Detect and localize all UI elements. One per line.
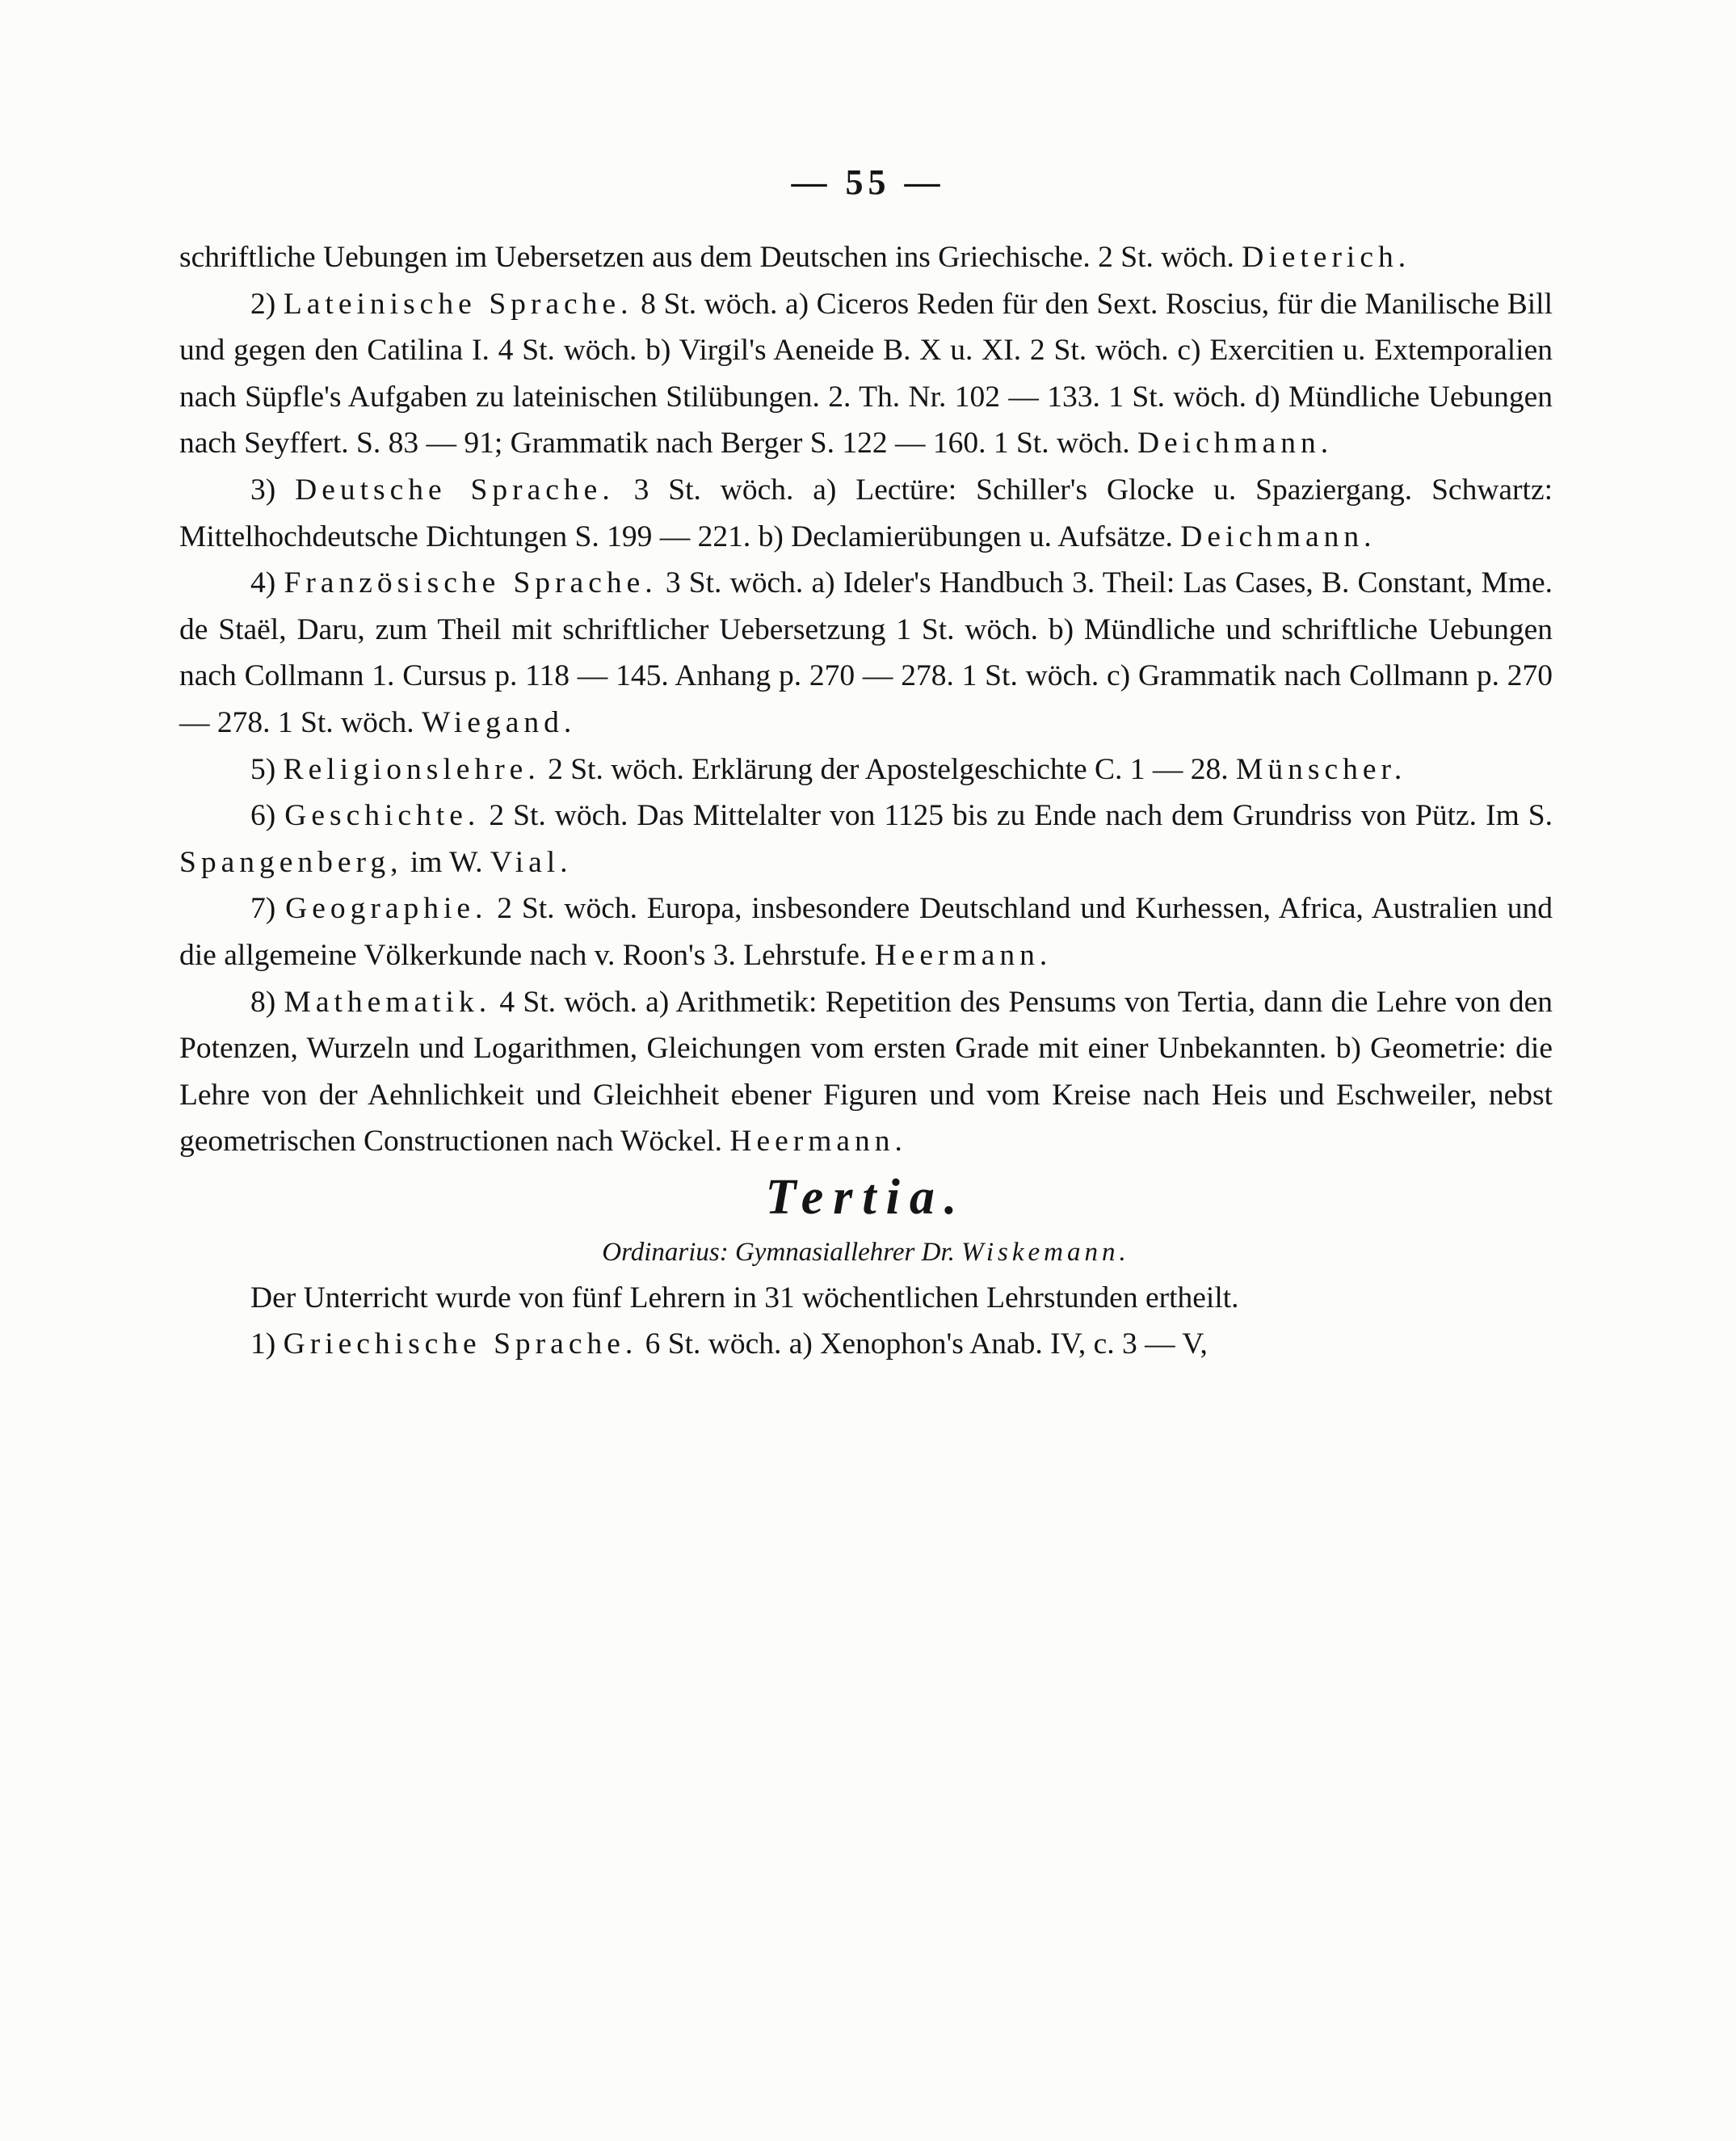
item-number: 6) [250, 799, 276, 833]
teacher-name: Heermann. [729, 1125, 907, 1159]
item-number: 3) [250, 473, 276, 507]
paragraph-text: 2 St. wöch. Erklärung der Apostelgeschichte C. 1 — 28. [548, 752, 1229, 786]
body-text [179, 234, 1553, 1368]
subject-title: Mathematik. [284, 985, 492, 1019]
paragraph-text: 3 St. wöch. a) Ideler's Handbuch 3. Theil: Las Cases, B. Constant, Mme. de Staël, Daru, zum Theil mit schriftlicher Uebersetzung 1 St. wöch. b) Mündliche und schriftliche Uebungen nach Collmann 1. Cursus p. 118 — 145. Anhang p. 270 — 278. 1 St. wöch. c) Grammatik nach Collmann p. 270 — 278. 1 St. wöch. [179, 566, 1553, 739]
teacher-name: Wiegand. [422, 705, 577, 739]
page-number: — 55 — [791, 162, 945, 202]
ordinarius-line [179, 1230, 1553, 1275]
item-number: 8) [250, 985, 276, 1019]
item-number: 5) [250, 752, 276, 786]
paragraph-german [179, 467, 1553, 560]
item-number: 4) [250, 566, 276, 600]
paragraph-text: 8 St. wöch. a) Ciceros Reden für den Sext. Roscius, für die Manilische Bill und gegen den Catilina I. 4 St. wöch. b) Virgil's Aeneide B. X u. XI. 2 St. wöch. c) Exercitien u. Extemporalien nach Süpfle's Aufgaben zu lateinischen Stilübungen. 2. Th. Nr. 102 — 133. 1 St. wöch. d) Mündliche Uebungen nach Seyffert. S. 83 — 91; Grammatik nach Berger S. 122 — 160. 1 St. wöch. [179, 287, 1553, 461]
subject-title: Lateinische Sprache. [283, 287, 633, 321]
paragraph-text: 6 St. wöch. a) Xenophon's Anab. IV, c. 3 — V, [645, 1327, 1208, 1361]
subject-title: Geographie. [285, 892, 488, 926]
teacher-name: Deichmann. [1137, 427, 1334, 461]
teacher-name: Deichmann. [1180, 519, 1377, 553]
paragraph-french [179, 560, 1553, 746]
paragraph-mathematics [179, 979, 1553, 1165]
ordinarius-label: Ordinarius: Gymnasiallehrer Dr. [602, 1237, 955, 1267]
section-heading: Tertia. [765, 1169, 967, 1225]
paragraph-history [179, 793, 1553, 885]
item-number: 1) [250, 1327, 276, 1361]
subject-title: Geschichte. [284, 799, 481, 833]
subject-title: Deutsche Sprache. [295, 473, 615, 507]
ordinarius-name: Wiskemann. [961, 1237, 1130, 1267]
subject-title: Griechische Sprache. [283, 1327, 638, 1361]
subject-title: Französische Sprache. [284, 566, 658, 600]
paragraph-text: 3 St. wöch. a) Lectüre: Schiller's Glocke u. Spaziergang. Schwartz: Mittelhochdeutsche Dichtungen S. 199 — 221. b) Declamierübungen u. Aufsätze. [179, 473, 1553, 553]
item-number: 7) [250, 892, 276, 926]
paragraph-text: 2 St. wöch. Das Mittelalter von 1125 bis zu Ende nach dem Grundriss von Pütz. Im S. [489, 799, 1553, 833]
paragraph-greek-continued [179, 234, 1553, 281]
paragraph-greek [179, 1321, 1553, 1368]
paragraph-geography [179, 885, 1553, 978]
teacher-name: Spangenberg, [179, 845, 403, 879]
teacher-name: Heermann. [874, 938, 1053, 972]
section-intro: Der Unterricht wurde von fünf Lehrern in 31 wöchentlichen Lehrstunden ertheilt. [250, 1281, 1239, 1314]
paragraph-text: schriftliche Uebungen im Uebersetzen aus dem Deutschen ins Griechische. 2 St. wöch. [179, 241, 1234, 274]
paragraph-latin [179, 281, 1553, 467]
subject-title: Religionslehre. [283, 752, 540, 786]
paragraph-text: 4 St. wöch. a) Arithmetik: Repetition des Pensums von Tertia, dann die Lehre von den Potenzen, Wurzeln und Logarithmen, Gleichungen vom ersten Grade mit einer Unbekannten. b) Geometrie: die Lehre von der Aehnlichkeit und Gleichheit ebener Figuren und vom Kreise nach Heis und Eschweiler, nebst geometrischen Constructionen nach Wöckel. [179, 985, 1553, 1159]
teacher-name: Dieterich. [1242, 241, 1411, 274]
item-number: 2) [250, 287, 276, 321]
paragraph-text: 2 St. wöch. Europa, insbesondere Deutschland und Kurhessen, Africa, Australien und die allgemeine Völkerkunde nach v. Roon's 3. Lehrstufe. [179, 892, 1553, 972]
paragraph-text: im W. [410, 845, 483, 879]
teacher-name: Vial. [490, 845, 573, 879]
teacher-name: Münscher. [1236, 752, 1407, 786]
paragraph-religion [179, 747, 1553, 793]
